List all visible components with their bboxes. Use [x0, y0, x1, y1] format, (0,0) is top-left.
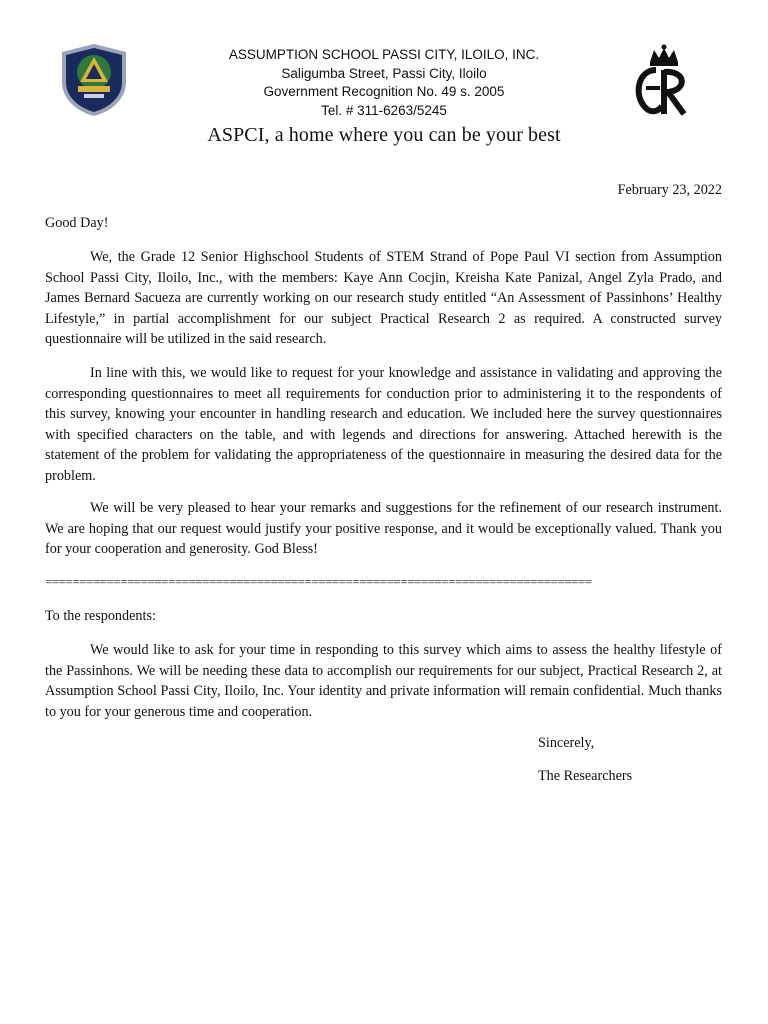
letter-date: February 23, 2022 [617, 182, 722, 198]
telephone: Tel. # 311-6263/5245 [321, 102, 447, 118]
respondents-salutation: To the respondents: [45, 608, 156, 624]
signature: The Researchers [538, 768, 633, 784]
paragraph-1: We, the Grade 12 Senior Highschool Students of STEM Strand of Pope Paul VI section from Assumption School Passi City, Iloilo, Inc., with the members: Kaye Ann Cocjin, Kreisha Kate Panizal, Angel Zyla Prado, and James Bernard Sacueza are currently working on our research study entitled “An Assessment of Passinhons’ Healthy Lifestyle,” in partial accomplishment for our subject Practical Research 2 as required. A constructed survey questionnaire will be utilized in the said research. [45, 249, 722, 347]
respondents-paragraph: We would like to ask for your time in responding to this survey which aims to assess the healthy lifestyle of the Passinhons. We will be needing these data to accomplish our requirements for our subject, Practical Research 2, at Assumption School Passi City, Iloilo, Inc. Your identity and private information will remain confidential. Much thanks to you for your generous time and cooperation. [45, 642, 722, 720]
greeting: Good Day! [45, 215, 109, 231]
school-info [180, 46, 588, 120]
government-recognition: Government Recognition No. 49 s. 2005 [263, 84, 505, 99]
school-crest-icon [58, 42, 130, 118]
closing: Sincerely, [538, 735, 595, 751]
school-name: ASSUMPTION SCHOOL PASSI CITY, ILOILO, INC. [228, 47, 540, 62]
separator-line: ================================================================================ [45, 574, 592, 589]
paragraph-3: We will be very pleased to hear your remarks and suggestions for the refinement of our research instrument. We are hoping that our request would justify your positive response, and it would be exceptionally valued. Thank you for your cooperation and generosity. God Bless! [45, 500, 722, 557]
letterhead [0, 0, 768, 150]
school-motto: ASPCI, a home where you can be your best [207, 124, 561, 146]
paragraph-2: In line with this, we would like to request for your knowledge and assistance in validating and approving the corresponding questionnaires to meet all requirements for conduction prior to administering it to the respondents of this survey, knowing your encounter in handling research and education. We included here the survey questionnaires with specified characters on the table, and with legends and directions for answering. Attached herewith is the statement of the problem for validating the appropriateness of the questionnaire in measuring the desired data for the problem. [45, 365, 722, 484]
crown-monogram-icon [628, 44, 700, 118]
school-address: Saligumba Street, Passi City, Iloilo [281, 65, 487, 81]
